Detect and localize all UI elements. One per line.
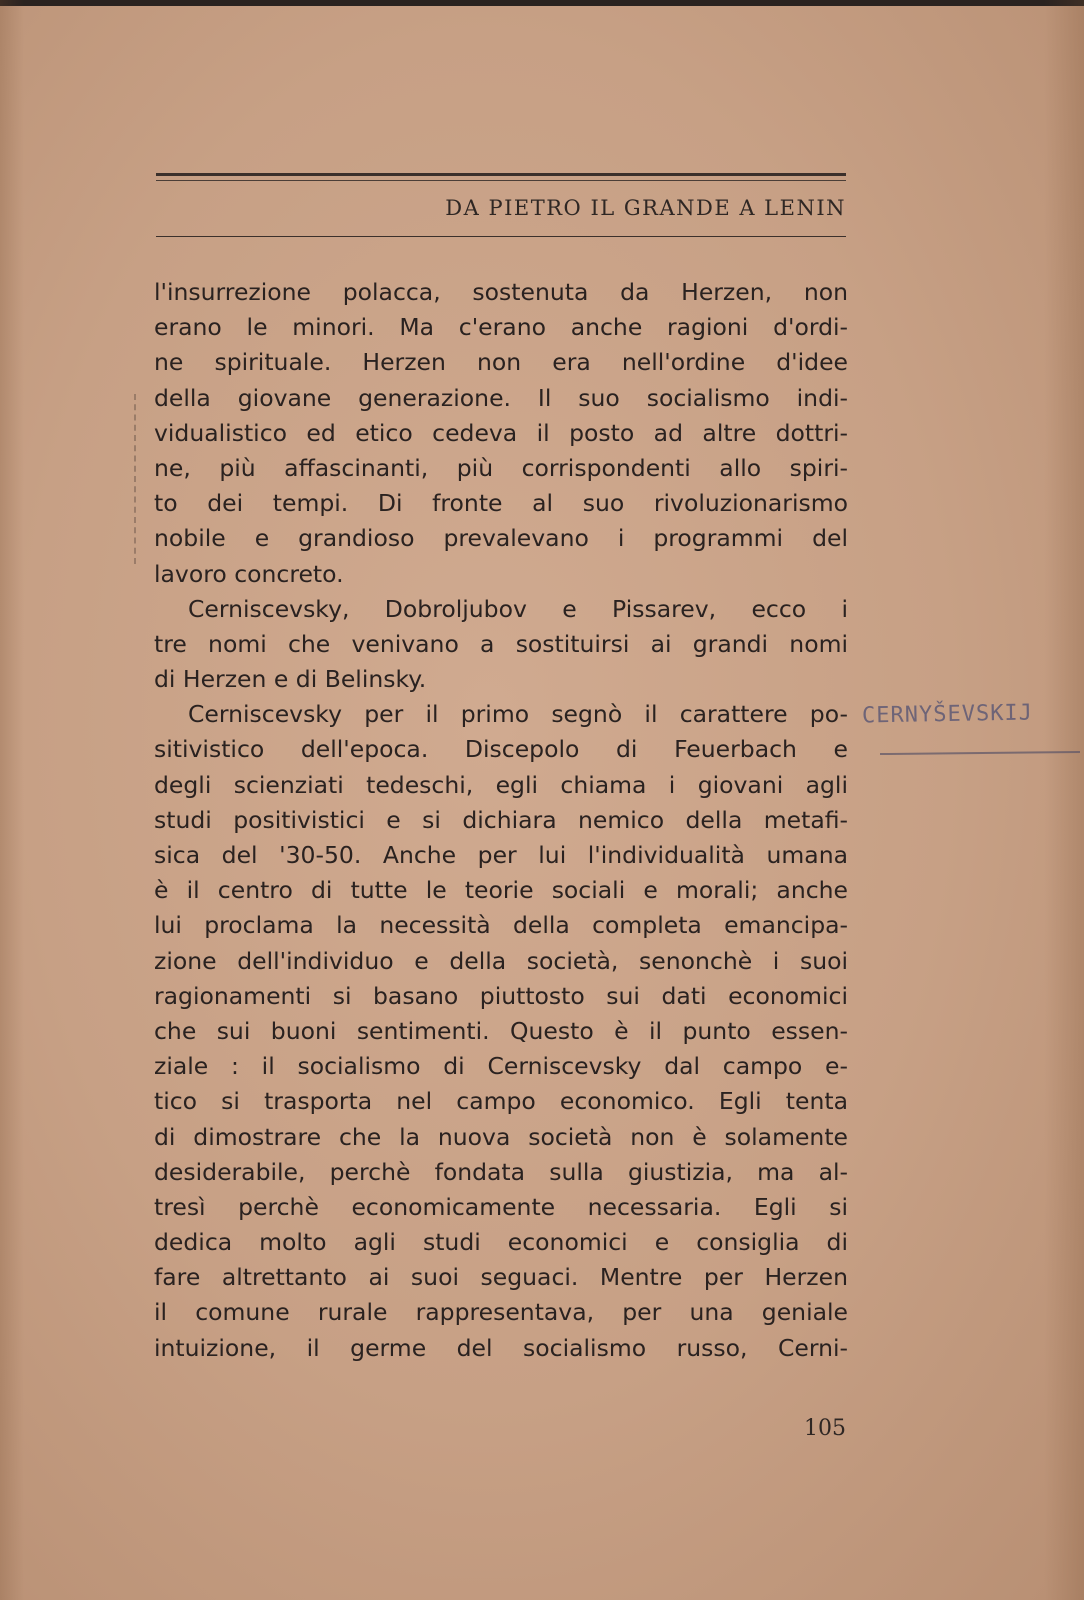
text-line: Cerniscevsky, Dobroljubov e Pissarev, ecco i: [188, 594, 848, 623]
page-right-shadow: [1044, 0, 1084, 1600]
text-line: dedica molto agli studi economici e consiglia di: [154, 1228, 848, 1257]
text-line: tre nomi che venivano a sostituirsi ai grandi nomi: [154, 629, 848, 658]
text-line: ragionamenti si basano piuttosto sui dati economici: [154, 981, 848, 1010]
text-line: il comune rurale rappresentava, per una geniale: [154, 1298, 848, 1327]
text-line: ne, più affascinanti, più corrispondenti allo spiri-: [154, 453, 848, 482]
text-line: tico si trasporta nel campo economico. Egli tenta: [154, 1087, 848, 1116]
running-head: DA PIETRO IL GRANDE A LENIN: [445, 196, 846, 220]
text-line: della giovane generazione. Il suo socialismo indi-: [154, 383, 848, 412]
text-line: che sui buoni sentimenti. Questo è il punto essen-: [154, 1016, 848, 1045]
margin-annotation: CERNYŠEVSKIJ: [861, 700, 1034, 729]
page-top-edge: [0, 0, 1084, 6]
page-number: 105: [804, 1416, 846, 1441]
text-line: lui proclama la necessità della completa emancipa-: [154, 911, 848, 940]
text-line: di Herzen e di Belinsky.: [154, 665, 427, 694]
text-line: erano le minori. Ma c'erano anche ragioni d'ordi-: [154, 313, 848, 342]
margin-pencil-mark: [134, 394, 136, 564]
text-line: sitivistico dell'epoca. Discepolo di Feuerbach e: [154, 735, 848, 764]
text-line: fare altrettanto ai suoi seguaci. Mentre per Herzen: [154, 1263, 848, 1292]
text-line: lavoro concreto.: [154, 559, 344, 588]
text-line: zione dell'individuo e della società, senonchè i suoi: [154, 946, 848, 975]
page-left-shadow: [0, 0, 24, 1600]
text-line: nobile e grandioso prevalevano i programmi del: [154, 524, 848, 553]
text-line: Cerniscevsky per il primo segnò il carattere po-: [188, 700, 848, 729]
text-line: l'insurrezione polacca, sostenuta da Herzen, non: [154, 278, 848, 306]
text-line: studi positivistici e si dichiara nemico della metafi-: [154, 805, 848, 834]
text-line: intuizione, il germe del socialismo russo, Cerni-: [154, 1333, 848, 1362]
text-line: desiderabile, perchè fondata sulla giustizia, ma al-: [154, 1157, 848, 1186]
text-line: sica del '30-50. Anche per lui l'individualità umana: [154, 841, 848, 869]
header-rule-thin: [156, 180, 846, 181]
header-rule-bottom: [156, 236, 846, 237]
text-line: di dimostrare che la nuova società non è solamente: [154, 1122, 848, 1151]
body-text: [154, 275, 848, 1366]
text-line: to dei tempi. Di fronte al suo rivoluzionarismo: [154, 489, 848, 518]
text-line: degli scienziati tedeschi, egli chiama i giovani agli: [154, 770, 848, 799]
text-line: tresì perchè economicamente necessaria. Egli si: [154, 1192, 848, 1221]
text-line: è il centro di tutte le teorie sociali e morali; anche: [154, 876, 848, 905]
text-line: vidualistico ed etico cedeva il posto ad altre dottri-: [154, 418, 848, 447]
header-rule-thick: [156, 173, 846, 176]
text-line: ne spirituale. Herzen non era nell'ordine d'idee: [154, 348, 848, 377]
text-line: ziale : il socialismo di Cerniscevsky dal campo e-: [154, 1052, 848, 1081]
